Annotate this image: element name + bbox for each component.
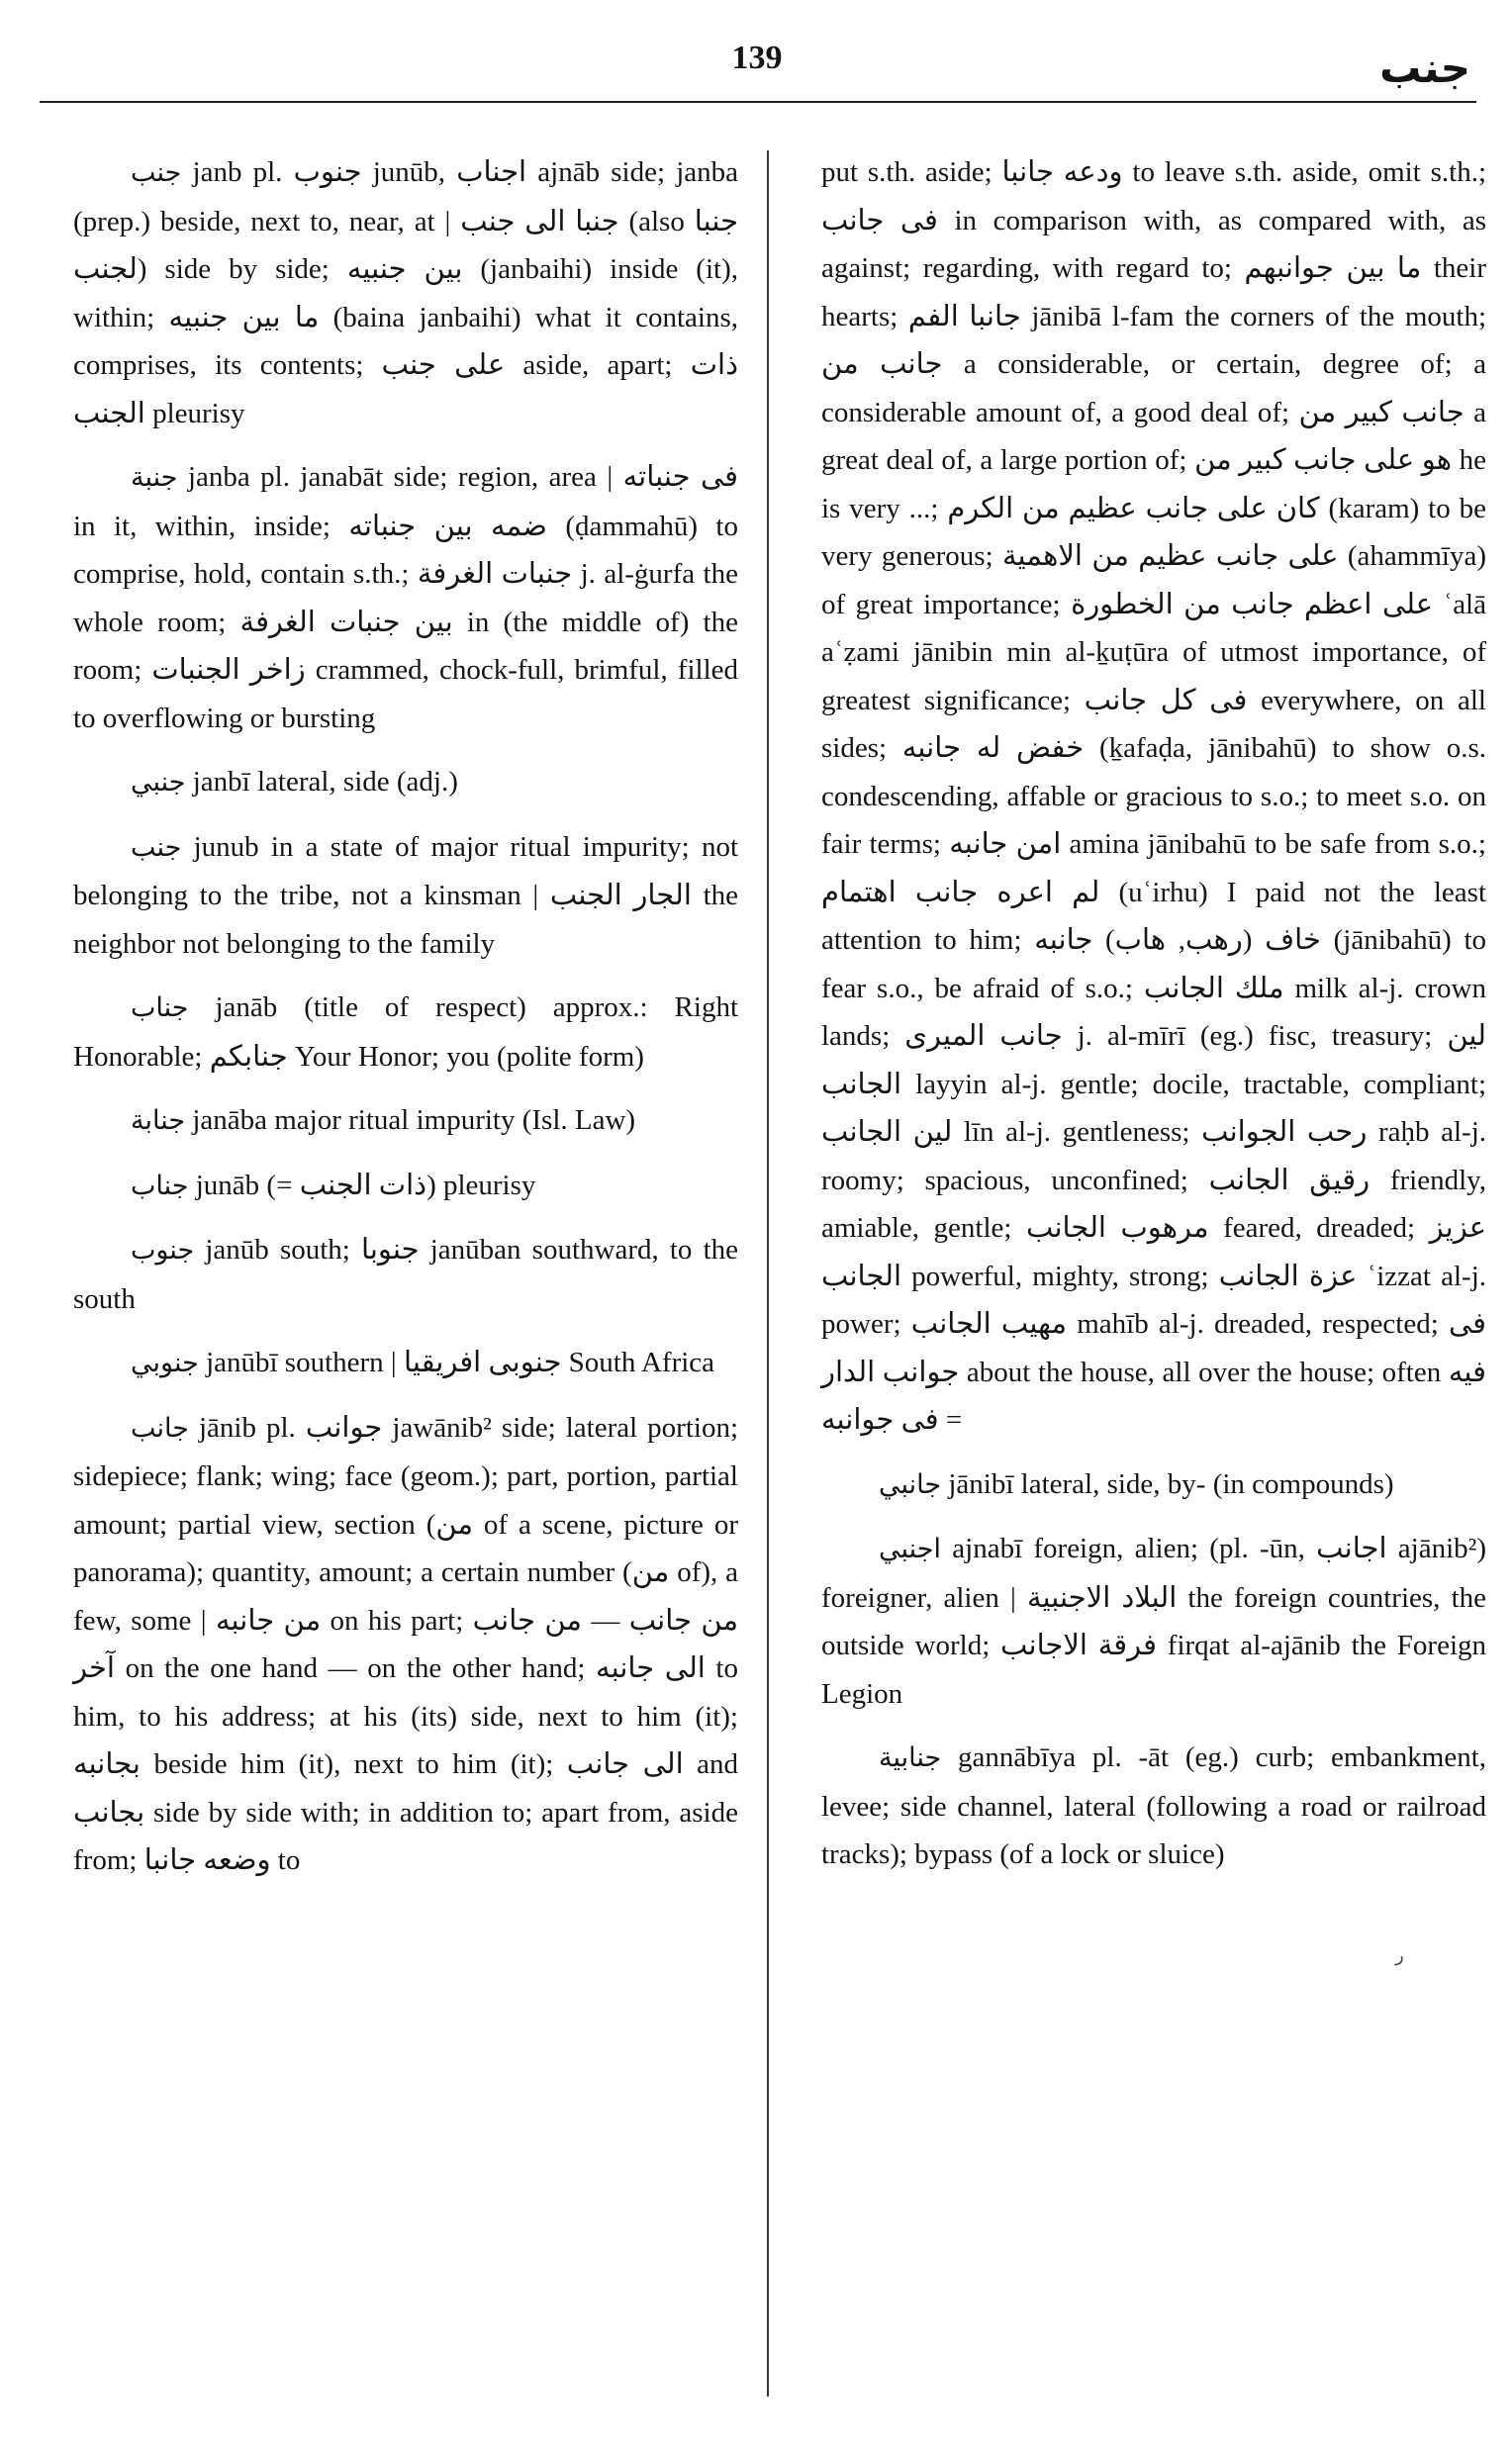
left-column — [73, 148, 738, 1901]
page-number: 139 — [731, 40, 783, 76]
entry — [73, 1339, 738, 1388]
entry-headword: جنب — [131, 157, 182, 188]
entry-text: janāba major ritual impurity (Isl. Law) — [192, 1104, 636, 1136]
entry — [73, 1226, 738, 1323]
entry — [73, 453, 738, 742]
entry-text: ajnabī foreign, alien; (pl. -ūn, اجانب ajānib²) foreigner, alien | البلاد الاجنبية the foreign countries, the outside world; فرقة الاجانب firqat al-ajānib the Foreign Legion — [821, 1533, 1487, 1710]
entry — [821, 1460, 1486, 1510]
entry — [73, 984, 738, 1081]
entry-text: junub in a state of major ritual impurity; not belonging to the tribe, not a kinsman | الجار الجنب the neighbor not belonging to the family — [73, 830, 739, 960]
entry-headword: جناب — [131, 1170, 189, 1201]
entry-text: gannābīya pl. -āt (eg.) curb; embankment, levee; side channel, lateral (following a road or railroad tracks); bypass (of a lock or sluice) — [821, 1741, 1487, 1870]
entry-headword: جنوبي — [131, 1348, 199, 1378]
entry-headword: جنب — [131, 831, 182, 863]
entry — [73, 823, 738, 969]
entry — [73, 148, 738, 437]
entry-text: janba pl. janabāt side; region, area | فى جنباته in it, within, inside; ضمه بين جنباته (ḍammahū) to comprise, hold, contain s.th.; جنبات الغرفة j. al-ġurfa the whole room; بين جنبات الغرفة in (the middle of) the room; زاخر الجنبات crammed, chock-full, brimful, filled to overflowing or bursting — [73, 461, 738, 734]
entry-headword: جنابية — [879, 1742, 942, 1773]
entry — [821, 1734, 1486, 1879]
entry-headword: جنابة — [131, 1105, 186, 1136]
entry-text: janūbī southern | جنوبى افريقيا South Africa — [206, 1347, 715, 1378]
entry-headword: جنبي — [131, 767, 186, 798]
stray-mark: ر — [1395, 1945, 1404, 1966]
entry — [73, 1096, 738, 1146]
entry-text: jānibī lateral, side, by- (in compounds) — [948, 1467, 1394, 1500]
entry-text: janāb (title of respect) approx.: Right Honorable; جنابكم Your Honor; you (polite form) — [73, 991, 739, 1073]
entry-continuation — [821, 148, 1486, 1445]
entry-headword: اجنبي — [879, 1534, 941, 1564]
right-column — [821, 148, 1486, 1895]
entry — [821, 1525, 1486, 1718]
entry-headword: جناب — [131, 992, 189, 1023]
entry-headword: جنوب — [131, 1235, 195, 1266]
entry — [73, 758, 738, 807]
entry — [73, 1162, 738, 1211]
entry-text: jānib pl. جوانب jawānib² side; lateral portion; sidepiece; flank; wing; face (geom.); part, portion, partial amount; partial view, section (من of a scene, picture or panorama); quantity, amount; a certain number (من of), a few, some | من جانبه on his part; من جانب — من جانب آخر on the one hand — on the other hand; الى جانبه to him, to his address; at his (its) side, next to him (it); بجانبه beside him (it), next to him (it); الى جانب and بجانب side by side with; in addition to; apart from, aside from; وضعه جانبا to — [73, 1411, 739, 1876]
running-head: جنب — [1379, 44, 1470, 92]
entry-headword: جانبي — [879, 1468, 942, 1500]
entry — [73, 1404, 738, 1885]
entry-text: janb pl. جنوب junūb, اجناب ajnāb side; janba (prep.) beside, next to, near, at | جنبا الى جنب (also جنبا لجنب) side by side; بين جنبيه (janbaihi) inside (it), within; ما بين جنبيه (baina janbaihi) what it contains, comprises, its contents; على جنب aside, apart; ذات الجنب pleurisy — [73, 156, 739, 429]
entry-text: janbī lateral, side (adj.) — [192, 766, 458, 798]
entry-text: junāb (= ذات الجنب) pleurisy — [195, 1169, 536, 1201]
entry-text: put s.th. aside; ودعه جانبا to leave s.th. aside, omit s.th.; فى جانب in comparison with, as compared with, as against; regarding, with regard to; ما بين جوانبهم their hearts; جانبا الفم jānibā l-fam the corners of the mouth; جانب من a considerable, or certain, degree of; a considerable amount of, a good deal of; جانب كبير من a great deal of, a large portion of; هو على جانب كبير من he is very ...; كان على جانب عظيم من الكرم (karam) to be very generous; على جانب عظيم من الاهمية (ahammīya) of great importance; على اعظم جانب من الخطورة ʿalā aʿẓami jānibin min al-ḵuṭūra of utmost importance, of greatest significance; فى كل جانب everywhere, on all sides; خفض له جانبه (ḵafaḍa, jānibahū) to show o.s. condescending, affable or gracious to s.o.; to meet s.o. on fair terms; امن جانبه amina jānibahū to be safe from s.o.; لم اعره جانب اهتمام (uʿirhu) I paid not the least attention to him; خاف (رهب, هاب) جانبه (jānibahū) to fear s.o., be afraid of s.o.; ملك الجانب milk al-j. crown lands; جانب الميرى j. al-mīrī (eg.) fisc, treasury; لين الجانب layyin al-j. gentle; docile, tractable, compliant; لين الجانب līn al-j. gentleness; رحب الجوانب raḥb al-j. roomy; spacious, unconfined; رقيق الجانب friendly, amiable, gentle; مرهوب الجانب feared, dreaded; عزيز الجانب powerful, mighty, strong; عزة الجانب ʿizzat al-j. power; مهيب الجانب mahīb al-j. dreaded, respected; فى جوانب الدار about the house, all over the house; often فيه = فى جوانبه — [821, 156, 1487, 1436]
column-divider — [767, 150, 769, 2397]
entry-text: janūb south; جنوبا janūban southward, to the south — [73, 1234, 739, 1315]
entry-headword: جنبة — [131, 462, 178, 493]
header-rule — [40, 101, 1476, 103]
entry-headword: جانب — [131, 1412, 189, 1444]
